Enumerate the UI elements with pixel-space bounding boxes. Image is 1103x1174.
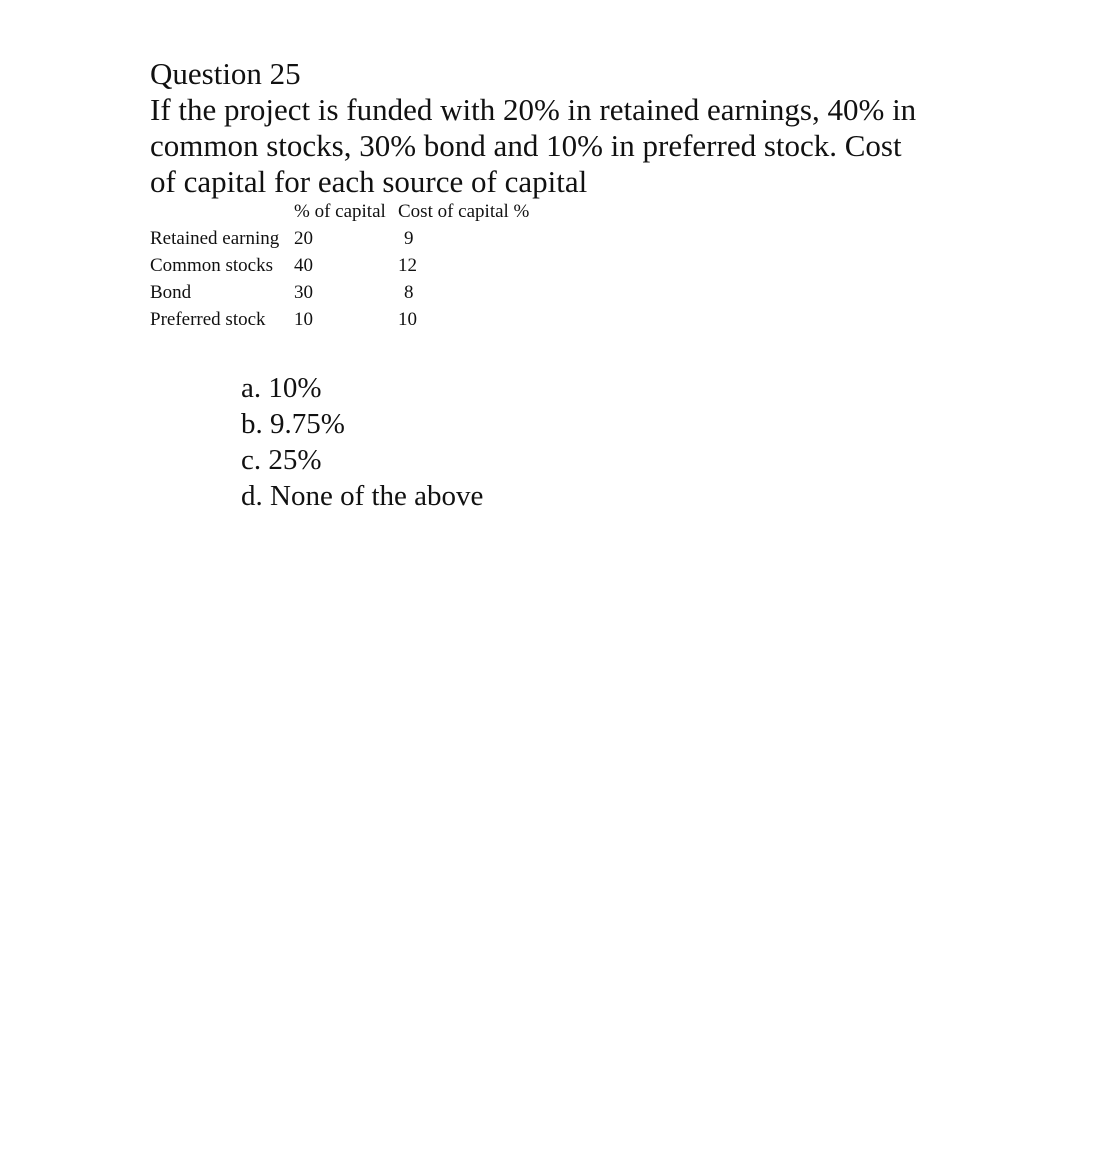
cost-cell: 10	[398, 309, 417, 330]
option-d[interactable]: d. None of the above	[241, 480, 484, 512]
capital-table	[150, 198, 558, 333]
percent-cell: 10	[294, 309, 313, 330]
answer-options	[241, 370, 483, 514]
header-source	[150, 198, 294, 225]
option-c[interactable]: c. 25%	[241, 444, 322, 476]
header-cost-of-capital: Cost of capital %	[398, 201, 530, 222]
option-b[interactable]: b. 9.75%	[241, 408, 345, 440]
table-row	[150, 306, 558, 333]
table-row	[150, 225, 558, 252]
table-header-row	[150, 198, 558, 225]
header-percent-of-capital: % of capital	[294, 201, 386, 222]
question-title: Question 25	[150, 56, 301, 91]
option-a[interactable]: a. 10%	[241, 372, 322, 404]
question-text-line: If the project is funded with 20% in retained earnings, 40% in	[150, 92, 917, 127]
source-cell: Retained earning	[150, 228, 280, 249]
cost-cell: 9	[404, 228, 414, 249]
question-text-line: of capital for each source of capital	[150, 164, 588, 199]
source-cell: Preferred stock	[150, 309, 266, 330]
question-block	[150, 56, 950, 200]
percent-cell: 40	[294, 255, 313, 276]
percent-cell: 20	[294, 228, 313, 249]
percent-cell: 30	[294, 282, 313, 303]
cost-cell: 12	[398, 255, 417, 276]
source-cell: Bond	[150, 282, 192, 303]
table-row	[150, 252, 558, 279]
source-cell: Common stocks	[150, 255, 273, 276]
question-text-line: common stocks, 30% bond and 10% in preferred stock. Cost	[150, 128, 902, 163]
cost-cell: 8	[404, 282, 414, 303]
table-row	[150, 279, 558, 306]
